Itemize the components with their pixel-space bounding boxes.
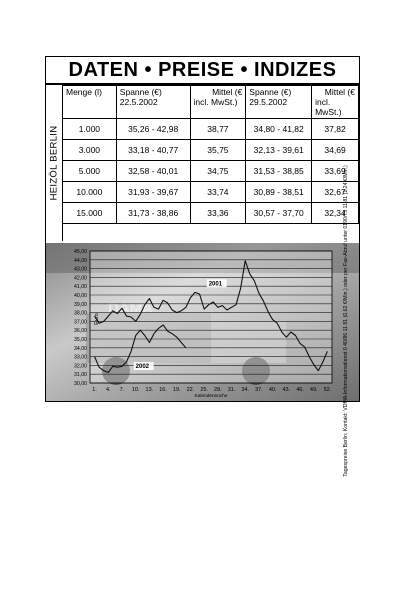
table-cell: 1.000 (63, 119, 117, 140)
y-axis-label: Euro (94, 313, 100, 325)
table-cell: 3.000 (63, 140, 117, 161)
col-header-mean-2: Mittel (€ incl. MwSt.) (312, 86, 359, 119)
y-tick-label: 33,00 (74, 354, 87, 361)
table-row (63, 161, 359, 182)
y-tick-label: 34,00 (74, 345, 87, 352)
region-label-cell (46, 85, 63, 241)
table-cell: 32,34 (312, 203, 359, 224)
table-cell: 31,53 - 38,85 (246, 161, 312, 182)
source-note (336, 165, 356, 477)
x-tick-label: 25. (200, 387, 208, 393)
x-tick-label: 43. (282, 387, 291, 393)
y-tick-label: 45,00 (74, 249, 87, 255)
x-tick-label: 1. (92, 387, 97, 393)
table-row (63, 119, 359, 140)
y-tick-label: 30,00 (74, 381, 87, 387)
table-header-row (63, 86, 359, 119)
table-cell: 32,67 (312, 182, 359, 203)
table-cell: 35,26 - 42,98 (116, 119, 190, 140)
series-label: 2001 (208, 281, 223, 288)
x-tick-label: 28. (214, 387, 222, 393)
x-tick-label: 31. (227, 387, 236, 393)
y-tick-label: 40,00 (74, 293, 87, 299)
x-tick-label: 49. (309, 387, 318, 393)
price-panel (45, 56, 360, 477)
x-tick-label: 34. (241, 387, 250, 393)
table-cell: 35,75 (190, 140, 246, 161)
y-tick-label: 43,00 (74, 266, 87, 273)
source-note-text: Tagespreise Berlin; Kontakt: VDMA-Informationsdienst 0 40/86 11 81 (0,62 €/Min.) oder per Fax-Abruf unter 0190/75 11 81 (1,24 €/Min.) (343, 165, 349, 477)
col-header-range-2: Spanne (€) 29.5.2002 (246, 86, 312, 119)
y-tick-label: 37,00 (74, 319, 87, 326)
table-cell: 30,57 - 37,70 (246, 203, 312, 224)
y-tick-label: 32,00 (74, 363, 87, 370)
col-header-quantity: Menge (l) (63, 86, 117, 119)
series-label: 2002 (135, 364, 150, 371)
table-cell: 32,13 - 39,61 (246, 140, 312, 161)
table-cell: 10.000 (63, 182, 117, 203)
table-cell: 31,73 - 38,86 (116, 203, 190, 224)
x-tick-label: 40. (268, 387, 277, 393)
region-label: HEIZÖL BERLIN (48, 125, 60, 201)
table-cell: 33,18 - 40,77 (116, 140, 190, 161)
table-row (63, 182, 359, 203)
y-tick-label: 36,00 (74, 328, 87, 335)
table-cell: 33,36 (190, 203, 246, 224)
table-cell: 33,74 (190, 182, 246, 203)
table-cell: 30,89 - 38,51 (246, 182, 312, 203)
table-cell: 34,75 (190, 161, 246, 182)
banner-title: DATEN • PREISE • INDIZES (68, 58, 337, 81)
x-tick-label: 46. (296, 387, 304, 393)
table-cell: 34,80 - 41,82 (246, 119, 312, 140)
price-table (62, 85, 359, 224)
x-tick-label: 13. (145, 387, 154, 393)
x-tick-label: 4. (105, 387, 111, 393)
x-tick-label: 37. (255, 387, 263, 393)
x-tick-label: 7. (119, 387, 125, 393)
table-cell: 5.000 (63, 161, 117, 182)
table-cell: 15.000 (63, 203, 117, 224)
y-tick-label: 31,00 (74, 372, 87, 379)
plot-area (90, 251, 332, 383)
y-tick-label: 38,00 (74, 310, 87, 317)
table-cell: 38,77 (190, 119, 246, 140)
table-cell: 34,69 (312, 140, 359, 161)
table-row (63, 203, 359, 224)
y-tick-label: 35,00 (74, 337, 87, 343)
banner (46, 57, 359, 85)
y-tick-label: 39,00 (74, 301, 87, 308)
table-cell: 37,82 (312, 119, 359, 140)
photo-caption: DAMA (108, 300, 153, 317)
table-cell: 32,58 - 40,01 (116, 161, 190, 182)
x-tick-label: 22. (186, 387, 195, 393)
col-header-range-1: Spanne (€) 22.5.2002 (116, 86, 190, 119)
x-tick-label: 16. (159, 387, 167, 393)
chart-svg (46, 243, 359, 401)
x-tick-label: 19. (172, 387, 181, 393)
table-row (63, 140, 359, 161)
table-cell: 33,69 (312, 161, 359, 182)
col-header-mean-1: Mittel (€ incl. MwSt.) (190, 86, 246, 119)
table-cell: 31,93 - 39,67 (116, 182, 190, 203)
x-tick-label: 52. (323, 387, 332, 393)
y-tick-label: 41,00 (74, 284, 87, 291)
y-tick-label: 42,00 (74, 275, 87, 282)
y-tick-label: 44,00 (74, 257, 87, 264)
x-axis-label: Kalenderwoche (194, 394, 228, 399)
x-tick-label: 10. (131, 387, 140, 393)
